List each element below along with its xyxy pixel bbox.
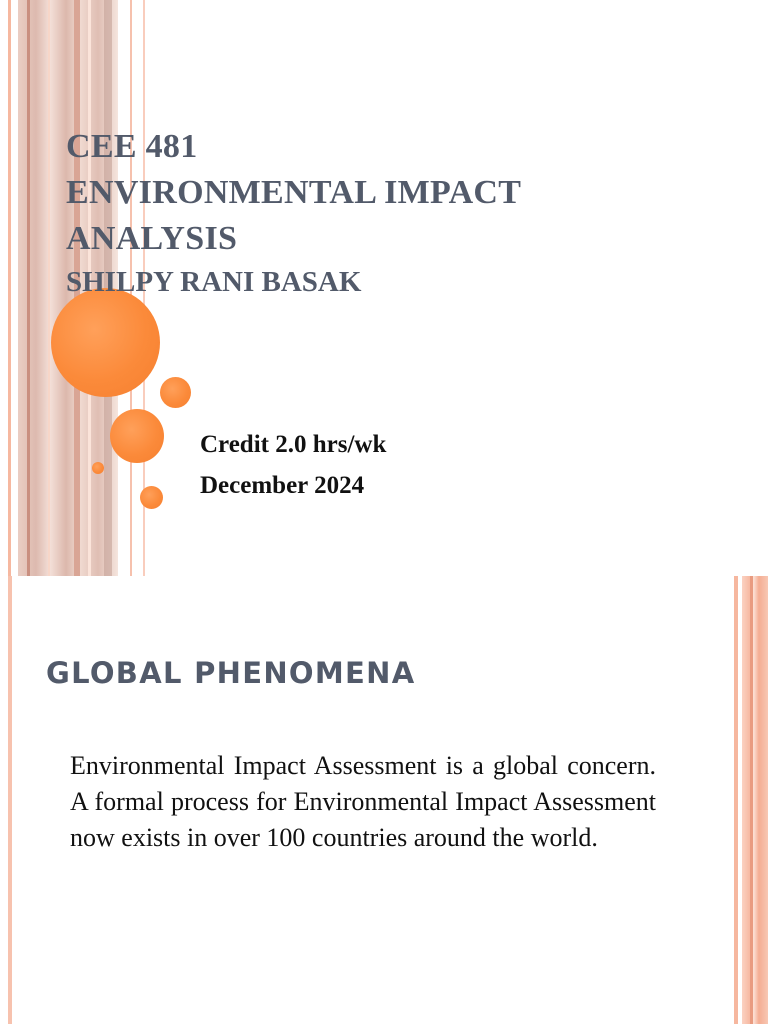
credit-text: Credit 2.0 hrs/wk (200, 431, 387, 458)
content-slide (0, 576, 768, 1024)
decorative-stripe (734, 576, 738, 1024)
slide-title-line: ANALYSIS (66, 220, 238, 257)
slide-heading: GLOBAL PHENOMENA (46, 656, 416, 690)
slide-title-block (66, 124, 686, 302)
decorative-stripe (27, 0, 30, 576)
decorative-stripe (48, 0, 50, 576)
slide-subtitle: SHILPY RANI BASAK (66, 266, 362, 298)
slide-paragraph: Environmental Impact Assessment is a global concern. A formal process for Environmental Impact Assessment now exists in over 100 countries around the world. (70, 751, 656, 852)
decorative-stripe (8, 576, 12, 1024)
slide-title-line: CEE 481 (66, 128, 198, 165)
decorative-circle-large (51, 288, 160, 397)
decorative-circle (110, 409, 164, 463)
decorative-stripe (750, 576, 753, 1024)
decorative-circle (92, 462, 104, 474)
date-text: December 2024 (200, 472, 365, 499)
decorative-stripe-band (742, 576, 768, 1024)
decorative-circle (140, 486, 163, 509)
decorative-stripe (8, 0, 11, 576)
course-info (200, 424, 386, 506)
decorative-circle (160, 377, 191, 408)
slide-title-line: ENVIRONMENTAL IMPACT (66, 174, 522, 211)
